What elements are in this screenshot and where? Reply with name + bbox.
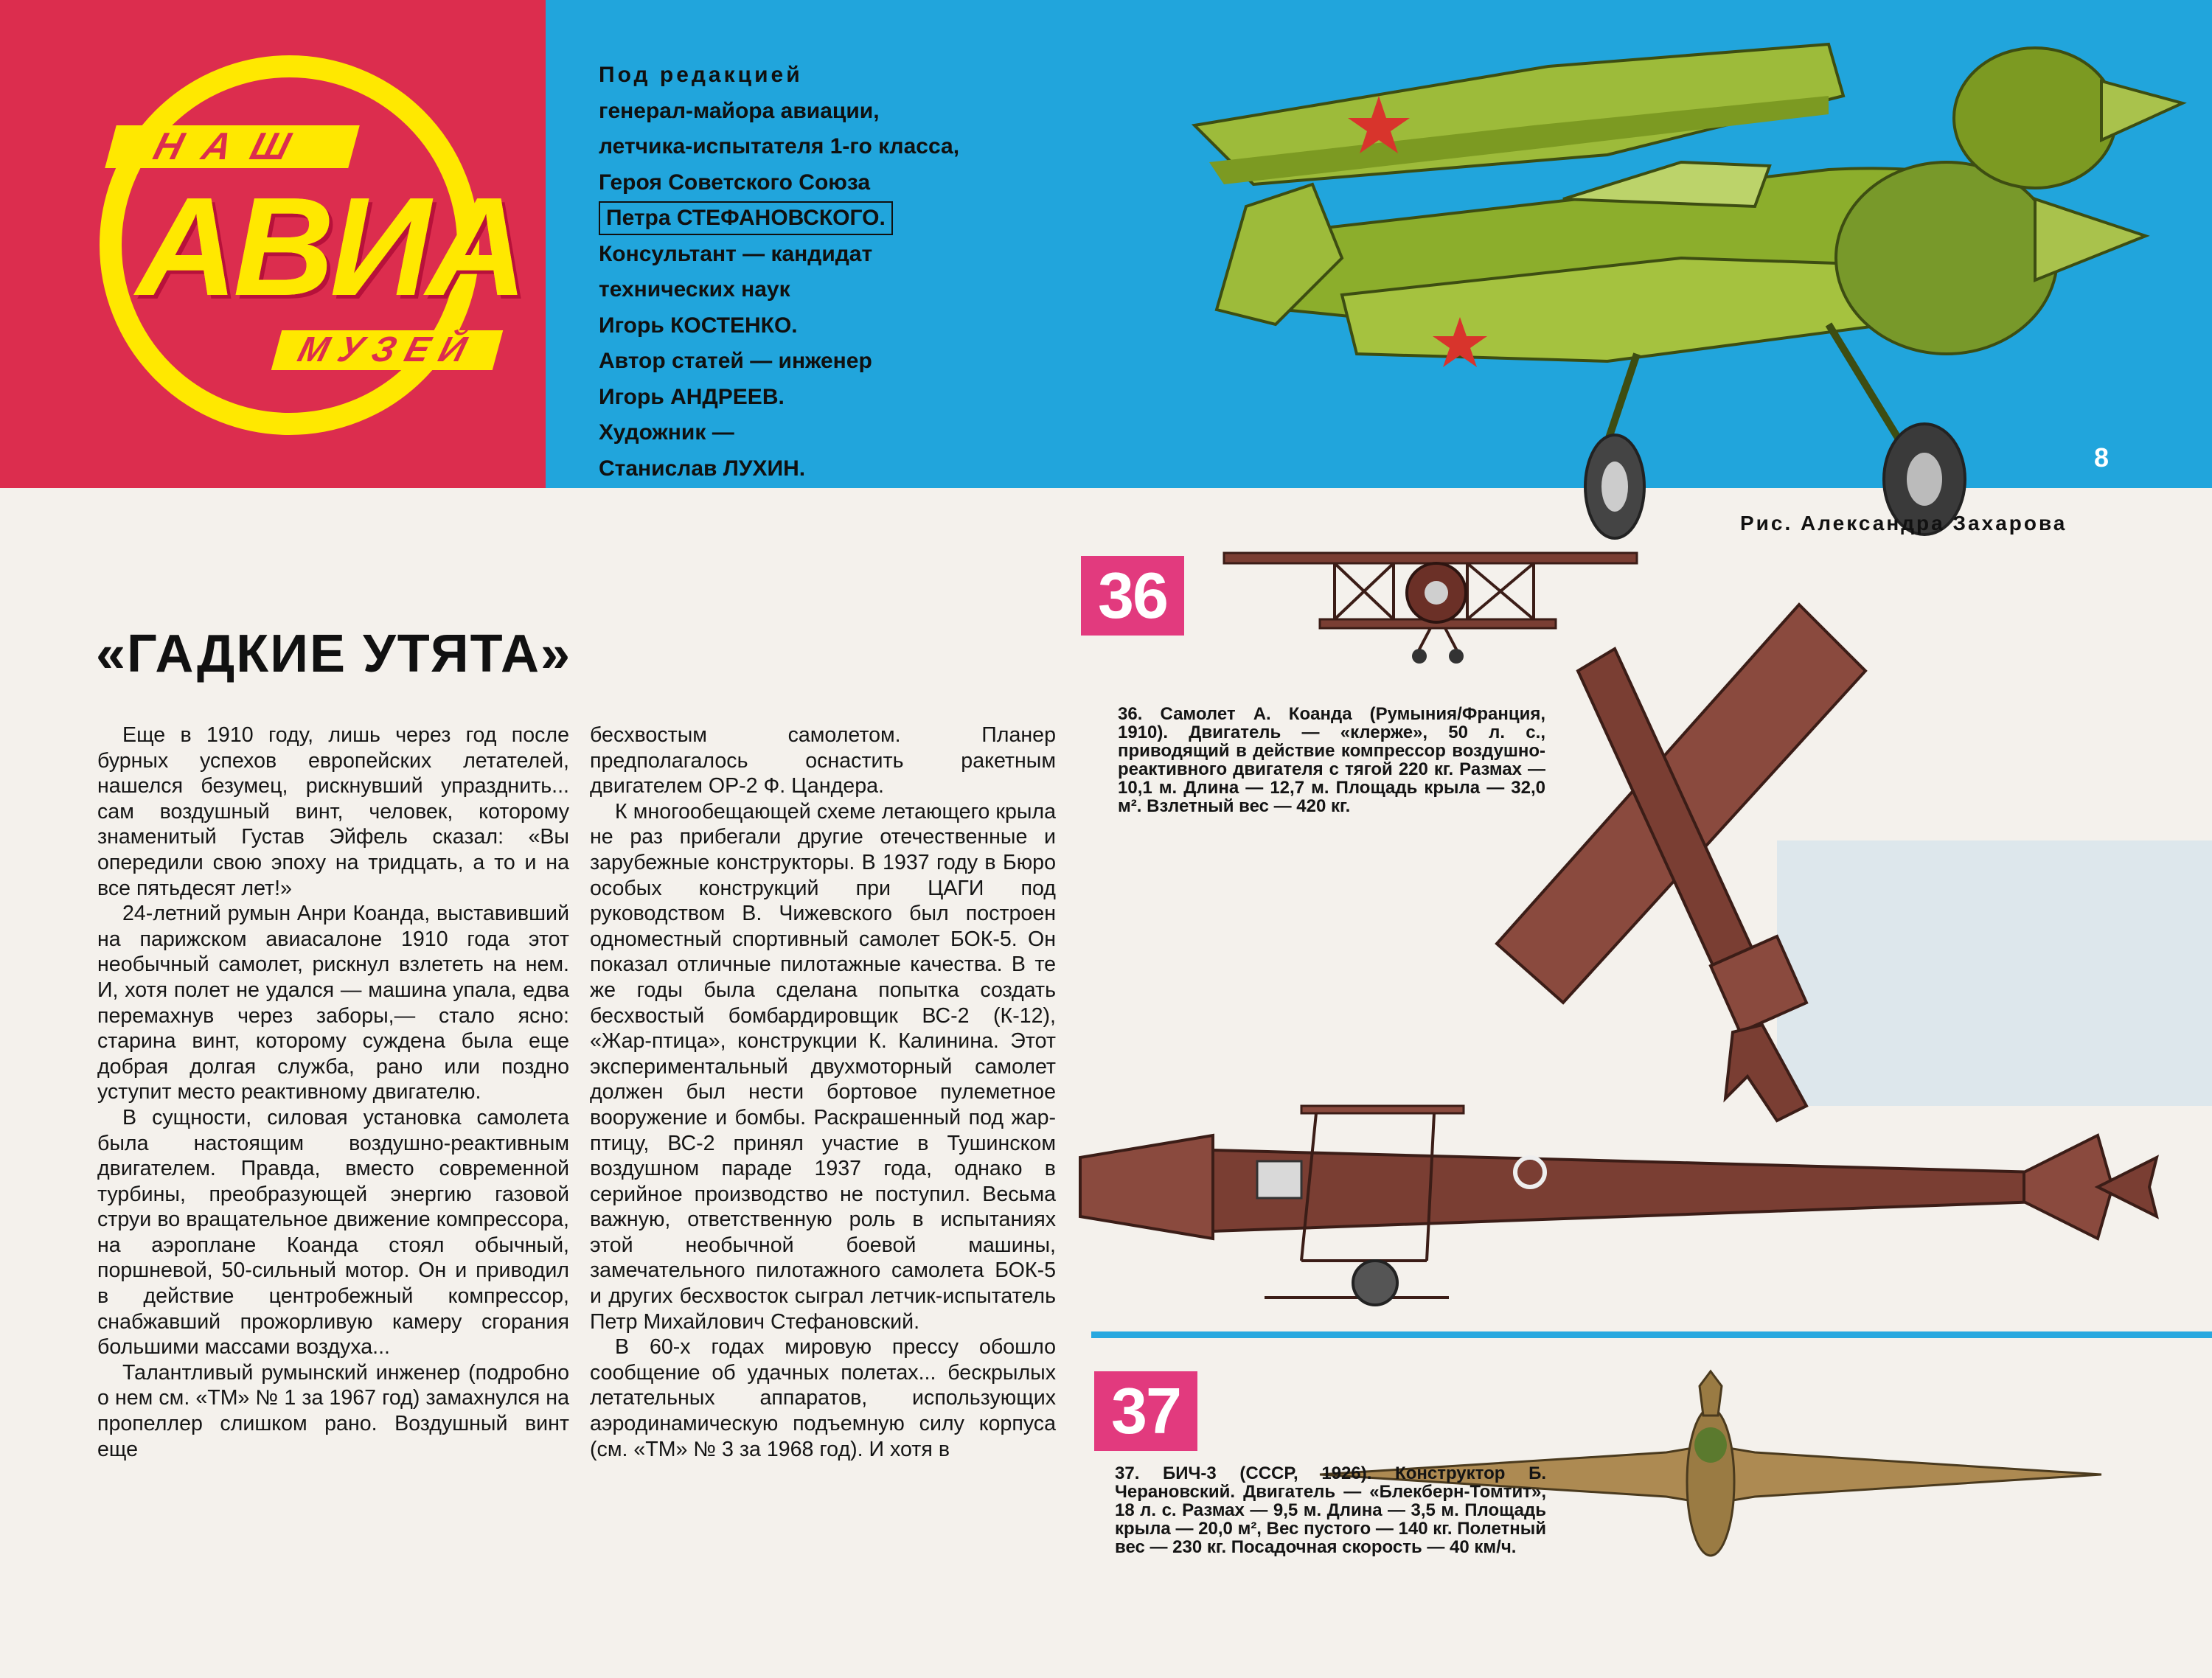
- logo-muzei-label: МУЗЕЙ: [271, 330, 503, 370]
- paragraph: Еще в 1910 году, лишь через год после бурных успехов европейских летателей, нашелся безумец, рискнувший упразднить... сам воздушный винт, человек, которому знаменитый Густав Эйфель сказал: «Вы опередили свою эпоху на тридцать, а то и на все пятьдесят лет!»: [97, 723, 569, 900]
- aircraft-number-badge-37: 37: [1094, 1371, 1197, 1451]
- coanda-side-view-illustration: [1080, 1091, 2201, 1327]
- credit-line: Художник —: [599, 420, 734, 445]
- paragraph: Талантливый румынский инженер (подробно о нем см. «ТМ» № 1 за 1967 год) замахнулся на пропеллер слишком рано. Воздушный винт еще: [97, 1360, 569, 1461]
- article-title: «ГАДКИЕ УТЯТА»: [96, 624, 572, 683]
- credit-line: летчика-испытателя 1-го класса,: [599, 134, 960, 159]
- paragraph: К многообещающей схеме летающего крыла не раз прибегали другие отечественные и зарубежные конструкторы. В 1937 году в Бюро особых конструкций при ЦАГИ под руководством В. Чижевского был построен одноместный спортивный самолет БОК-5. Он показал отличные пилотажные качества. В те же годы была сделана попытка создать бесхвостый бомбардировщик ВС-2 (К-12), «Жар-птица», конструкции К. Калинина. Этот экспериментальный двухмоторный самолет должен был нести бортовое пулеметное вооружение и бомбы. Раскрашенный под жар-птицу, ВС-2 принял участие в Тушинском воздушном параде 1937 года, однако в серийное производство не поступил. Весьма важную, ответственную роль в испытаниях этой необычной боевой машины, замечательного пилотажного самолета БОК-5 и других бесхвосток сыграл летчик-испытатель Петр Михайлович Стефановский.: [590, 799, 1056, 1334]
- credit-line: технических наук: [599, 277, 790, 302]
- article-column-1: [97, 723, 569, 1462]
- editorial-credits: [599, 58, 1012, 487]
- section-divider: [1091, 1331, 2212, 1338]
- logo-nash-label: НАШ: [105, 125, 360, 168]
- fighter-plane-illustration: [1165, 15, 2212, 546]
- credit-line: генерал-майора авиации,: [599, 98, 880, 123]
- paragraph: бесхвостым самолетом. Планер предполагалось оснастить ракетным двигателем ОР-2 Ф. Цандера.: [590, 723, 1056, 798]
- credit-line: Автор статей — инженер: [599, 349, 872, 373]
- credit-line: Станислав ЛУХИН.: [599, 456, 806, 481]
- illustration-credit: Рис. Александра Захарова: [1740, 512, 2067, 535]
- paragraph: 24-летний румын Анри Коанда, выставивший на парижском авиасалоне 1910 года этот необычный самолет, рискнул взлететь на нем. И, хотя полет не удался — машина упала, едва перемахнув через заборы,— стало ясно: старина винт, которому суждена была еще добрая долгая служба, рано или поздно уступит место реактивному двигателю.: [97, 902, 569, 1104]
- credit-line: Героя Советского Союза: [599, 170, 871, 195]
- credit-editor-name: Петра СТЕФАНОВСКОГО.: [599, 201, 893, 235]
- aircraft-number-badge-36: 36: [1081, 556, 1184, 636]
- credit-line: Консультант — кандидат: [599, 241, 873, 266]
- logo-avia-wordmark: АВИА: [136, 169, 524, 325]
- credit-line: Игорь АНДРЕЕВ.: [599, 384, 785, 409]
- paragraph: В сущности, силовая установка самолета была настоящим воздушно-реактивным двигателем. Правда, вместо современной турбины, преобразующей энергию газовой струи во вращательное движение компрессора, на аэроплане Коанда стоял обычный, поршневой, 50-сильный мотор. Он и приводил в действие центробежный компрессор, снабжавший прожорливую камеру сгорания большими массами воздуха...: [97, 1105, 569, 1360]
- credit-line: Игорь КОСТЕНКО.: [599, 313, 798, 338]
- page-number: 8: [2094, 442, 2110, 473]
- aircraft-spec-37: 37. БИЧ-3 (СССР, 1926). Конструктор Б. Черановский. Двигатель — «Блекберн-Томтит», 18 л. с. Размах — 9,5 м. Длина — 3,5 м. Площадь крыла — 20,0 м², Вес пустого — 140 кг. Полетный вес — 230 кг. Посадочная скорость — 40 км/ч.: [1115, 1463, 1546, 1557]
- article-column-2: [590, 723, 1056, 1462]
- paragraph: В 60-х годах мировую прессу обошло сообщение об удачных полетах... бескрылых летательных аппаратов, использующих аэродинамическую подъемную силу корпуса (см. «ТМ» № 3 за 1968 год). И хотя в: [590, 1335, 1056, 1461]
- aircraft-spec-36: 36. Самолет А. Коанда (Румыния/Франция, 1910). Двигатель — «клерже», 50 л. с., приводящий в действие компрессор воздушно-реактивного двигателя с тягой 220 кг. Размах — 10,1 м. Длина — 12,7 м. Площадь крыла — 32,0 м². Взлетный вес — 420 кг.: [1118, 704, 1545, 816]
- coanda-top-view-illustration: [1497, 590, 1910, 1121]
- credit-line: Под редакцией: [599, 63, 803, 87]
